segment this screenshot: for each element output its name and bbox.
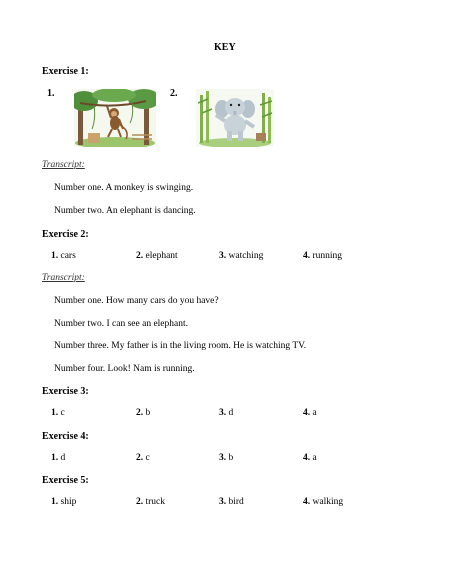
page-title: KEY <box>214 42 236 53</box>
answer-item: 3. b <box>219 453 234 463</box>
answer-item: 4. running <box>303 251 343 261</box>
exercise-5-heading: Exercise 5: <box>42 475 89 486</box>
answer-item: 3. bird <box>219 497 244 507</box>
exercise-2-transcript-label: Transcript: <box>42 273 85 283</box>
exercise-1-heading: Exercise 1: <box>42 66 89 77</box>
answer-item: 1. c <box>51 408 65 418</box>
exercise-2-transcript-line: Number one. How many cars do you have? <box>54 296 219 306</box>
elephant-dancing-image <box>196 89 274 147</box>
exercise-1-item-1-number: 1. <box>47 88 55 99</box>
answer-item: 1. d <box>51 453 66 463</box>
exercise-1-transcript-line: Number two. An elephant is dancing. <box>54 206 196 216</box>
answer-item: 4. a <box>303 453 317 463</box>
answer-item: 2. truck <box>136 497 166 507</box>
exercise-2-heading: Exercise 2: <box>42 229 89 240</box>
exercise-1-item-2-number: 2. <box>170 88 178 99</box>
answer-item: 1. ship <box>51 497 77 507</box>
exercise-2-transcript-line: Number four. Look! Nam is running. <box>54 364 195 374</box>
exercise-2-transcript-line: Number three. My father is in the living room. He is watching TV. <box>54 341 307 351</box>
monkey-swinging-image <box>74 89 156 147</box>
answer-item: 1. cars <box>51 251 76 261</box>
answer-item: 4. walking <box>303 497 344 507</box>
answer-item: 2. b <box>136 408 151 418</box>
exercise-3-heading: Exercise 3: <box>42 386 89 397</box>
answer-item: 2. elephant <box>136 251 178 261</box>
answer-item: 3. d <box>219 408 234 418</box>
answer-item: 3. watching <box>219 251 264 261</box>
exercise-4-heading: Exercise 4: <box>42 431 89 442</box>
answer-item: 4. a <box>303 408 317 418</box>
answer-item: 2. c <box>136 453 150 463</box>
exercise-1-transcript-label: Transcript: <box>42 160 85 170</box>
exercise-2-transcript-line: Number two. I can see an elephant. <box>54 319 189 329</box>
exercise-1-transcript-line: Number one. A monkey is swinging. <box>54 183 194 193</box>
